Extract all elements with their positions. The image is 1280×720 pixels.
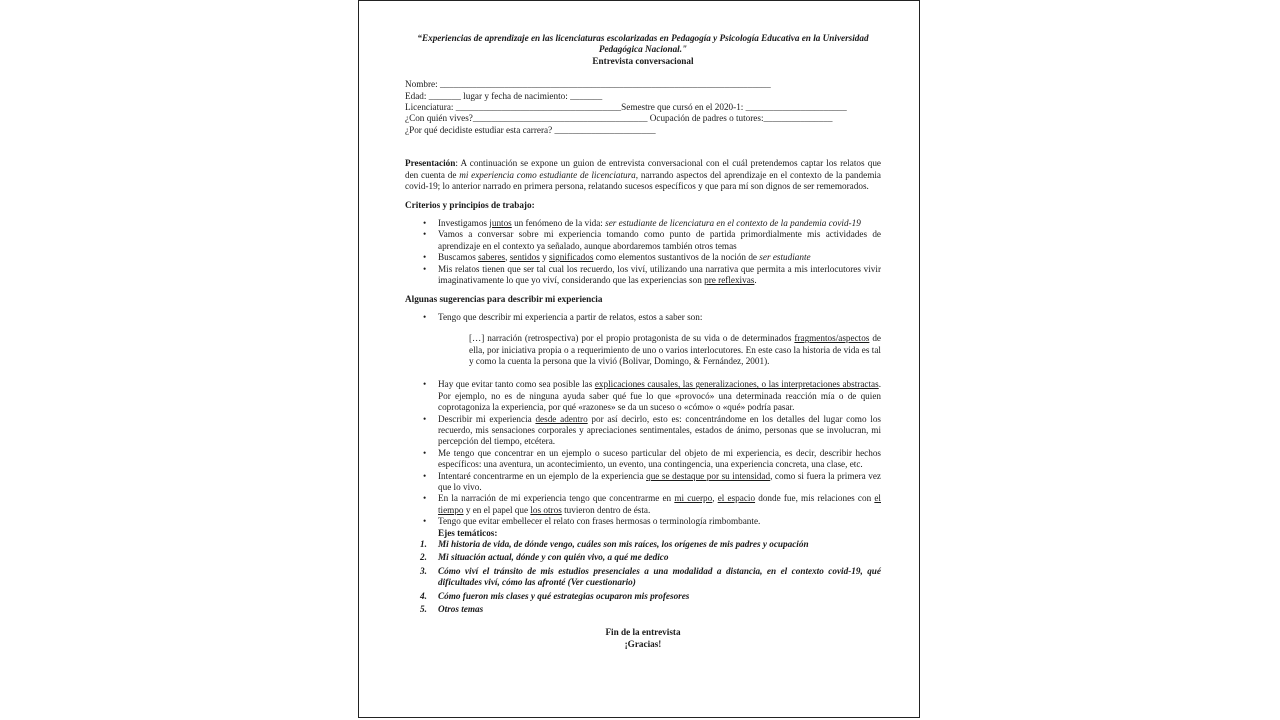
eje-item: 2. Mi situación actual, dónde y con quién vivo, a qué me dedico [420,552,669,563]
sugerencia-item: • Tengo que describir mi experiencia a partir de relatos, estos a saber son: [438,312,881,323]
field-con-quien: ¿Con quién vives?______________________________________ Ocupación de padres o tutores:_______________ [405,113,833,124]
sugerencias-list-1 [405,312,881,323]
field-licenciatura: Licenciatura: ____________________________________Semestre que cursó en el 2020-1: ______________________ [405,102,847,113]
presentacion-paragraph [405,158,881,192]
sugerencia-item: • Describir mi experiencia desde adentro por así decirlo, esto es: concentrándome en los detalles del lugar como los recuerdo, mis sensaciones corporales y apreciaciones sentimentales, estados de ánimo, personas que se involucran, mi percepción del tiempo, etcétera. [438,414,881,448]
eje-item: 5. Otros temas [420,604,484,615]
criterio-item: • Investigamos juntos un fenómeno de la vida: ser estudiante de licenciatura en el contexto de la pandemia covid-19 [438,218,881,229]
sugerencia-item: • Tengo que evitar embellecer el relato con frases hermosas o terminología rimbombante. [438,516,881,527]
ejes-list [405,539,881,615]
form-fields [405,79,881,136]
eje-item: 4. Cómo fueron mis clases y qué estrategias ocuparon mis profesores [420,590,690,601]
sugerencia-item: • Me tengo que concentrar en un ejemplo o suceso particular del objeto de mi experiencia, es decir, describir hechos específicos: una aventura, un acontecimiento, un evento, una contingencia, una experiencia concreta, una clase, etc. [438,448,881,471]
sugerencias-title: Algunas sugerencias para describir mi experiencia [405,294,603,305]
eje-item: 3. Cómo viví el tránsito de mis estudios presenciales a una modalidad a distancia, en el contexto covid-19, qué dificultades viví, cómo las afronté (Ver cuestionario) [420,565,881,588]
end-of-interview: Fin de la entrevista [605,627,681,638]
document-content [405,33,881,650]
sugerencia-item: • Hay que evitar tanto como sea posible las explicaciones causales, las generalizaciones, o las interpretaciones abstractas. Por ejemplo, no es de ninguna ayuda saber qué fue lo que «provocó» una determinada reacción mía o de quien coprotagoniza la experiencia, por qué «razones» se da un suceso o «cómo» o «qué» podría pasar. [438,379,881,413]
document-title: “Experiencias de aprendizaje en las licenciaturas escolarizadas en Pedagogía y Psicología Educativa en la Universidad Pedagógica Nacional." [417,33,869,55]
criterio-item: • Mis relatos tienen que ser tal cual los recuerdo, los viví, utilizando una narrativa que permita a mis interlocutores vivir imaginativamente lo que yo viví, considerando que las experiencias son pre reflexivas. [438,264,881,287]
field-por-que: ¿Por qué decidiste estudiar esta carrera? ______________________ [405,124,656,135]
sugerencia-item: • Intentaré concentrarme en un ejemplo de la experiencia que se destaque por su intensidad, como si fuera la primera vez que lo vivo. [438,471,881,494]
presentacion-text-2: mi experiencia como estudiante de licenciatura [459,169,636,180]
block-quote: […] narración (retrospectiva) por el propio protagonista de su vida o de determinados fragmentos/aspectos de ella, por iniciativa propia o a requerimiento de uno o varios interlocutores. En este caso la historia de vida es tal y como la cuenta la persona que la vivió (Bolivar, Domingo, & Fernández, 2001). [469,333,881,366]
field-edad: Edad: _______ lugar y fecha de nacimiento: _______ [405,90,603,101]
presentacion-text-1: : A continuación se expone un guion de entrevista conversacional con el cuál pretendemos captar los relatos que den cuenta de [405,158,881,180]
document-subtitle: Entrevista conversacional [592,55,694,66]
sugerencias-list-2 [405,379,881,527]
criterio-item: • Buscamos saberes, sentidos y significados como elementos sustantivos de la noción de ser estudiante [438,252,881,263]
thanks-text: ¡Gracias! [624,638,662,649]
eje-item: 1. Mi historia de vida, de dónde vengo, cuáles son mis raíces, los orígenes de mis padres y ocupación [420,539,809,550]
document-page [358,0,920,718]
criterio-item: • Vamos a conversar sobre mi experiencia tomando como punto de partida primordialmente mis actividades de aprendizaje en el contexto ya señalado, aunque abordaremos también otros temas [438,229,881,252]
presentacion-label: Presentación [405,158,456,169]
sugerencia-item: • En la narración de mi experiencia tengo que concentrarme en mi cuerpo, el espacio donde fue, mis relaciones con el tiempo y en el papel que los otros tuvieron dentro de ésta. [438,493,881,516]
criterios-list [405,218,881,286]
field-nombre: Nombre: ________________________________________________________________________ [405,79,771,90]
ejes-title: Ejes temáticos: [438,527,498,538]
criterios-title: Criterios y principios de trabajo: [405,200,535,211]
presentacion-text-3: , narrando aspectos del aprendizaje en el contexto de la pandemia covid-19; lo anterior narrado en primera persona, relatando sucesos específicos y que para mí son dignos de ser rememorados. [405,169,881,192]
